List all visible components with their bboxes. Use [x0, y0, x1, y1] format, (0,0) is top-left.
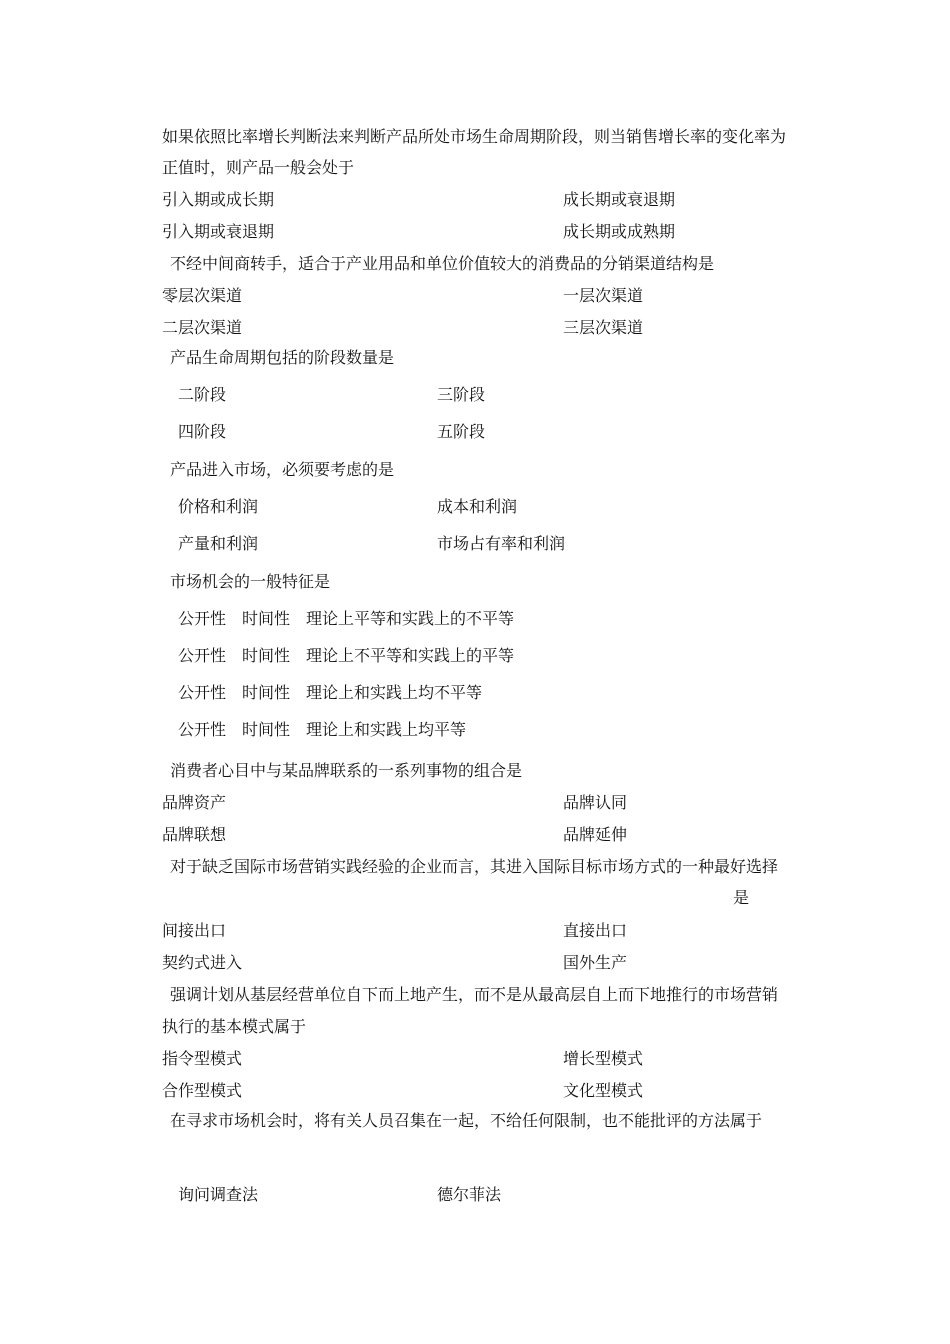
q3-option-c: 四阶段: [178, 422, 227, 441]
q2-option-b: 一层次渠道: [563, 286, 644, 305]
q6-option-c: 品牌联想: [162, 825, 227, 844]
q2-stem: 不经中间商转手，适合于产业用品和单位价值较大的消费品的分销渠道结构是: [170, 254, 715, 273]
q6-option-a: 品牌资产: [162, 793, 227, 812]
q3-option-d: 五阶段: [437, 422, 486, 441]
q6-option-d: 品牌延伸: [563, 825, 628, 844]
q5-option-d: 公开性 时间性 理论上和实践上均平等: [178, 720, 467, 739]
q7-stem-line2: 是: [733, 888, 750, 907]
q1-option-c: 引入期或衰退期: [162, 222, 275, 241]
q4-stem: 产品进入市场，必须要考虑的是: [170, 460, 395, 479]
q4-option-d: 市场占有率和利润: [437, 534, 566, 553]
q4-option-c: 产量和利润: [178, 534, 259, 553]
q9-stem: 在寻求市场机会时，将有关人员召集在一起，不给任何限制，也不能批评的方法属于: [170, 1111, 763, 1130]
q6-option-b: 品牌认同: [563, 793, 628, 812]
q8-stem-line1: 强调计划从基层经营单位自下而上地产生，而不是从最高层自上而下地推行的市场营销: [170, 985, 779, 1004]
q9-option-a: 询问调查法: [178, 1185, 259, 1204]
q3-option-a: 二阶段: [178, 385, 227, 404]
q4-option-a: 价格和利润: [178, 497, 259, 516]
q2-option-c: 二层次渠道: [162, 318, 243, 337]
q7-option-b: 直接出口: [563, 921, 628, 940]
q8-option-d: 文化型模式: [563, 1081, 644, 1100]
q2-option-d: 三层次渠道: [563, 318, 644, 337]
q4-option-b: 成本和利润: [437, 497, 518, 516]
q5-option-a: 公开性 时间性 理论上平等和实践上的不平等: [178, 609, 515, 628]
q7-option-d: 国外生产: [563, 953, 628, 972]
q8-option-a: 指令型模式: [162, 1049, 243, 1068]
q8-option-b: 增长型模式: [563, 1049, 644, 1068]
q7-option-c: 契约式进入: [162, 953, 243, 972]
q7-option-a: 间接出口: [162, 921, 227, 940]
q5-option-c: 公开性 时间性 理论上和实践上均不平等: [178, 683, 483, 702]
q8-option-c: 合作型模式: [162, 1081, 243, 1100]
q1-option-b: 成长期或衰退期: [563, 190, 676, 209]
q5-stem: 市场机会的一般特征是: [170, 572, 331, 591]
q3-option-b: 三阶段: [437, 385, 486, 404]
q2-option-a: 零层次渠道: [162, 286, 243, 305]
q1-stem-line1: 如果依照比率增长判断法来判断产品所处市场生命周期阶段，则当销售增长率的变化率为: [162, 127, 787, 146]
q6-stem: 消费者心目中与某品牌联系的一系列事物的组合是: [170, 761, 523, 780]
q1-stem-line2: 正值时，则产品一般会处于: [162, 158, 355, 177]
q1-option-d: 成长期或成熟期: [563, 222, 676, 241]
q3-stem: 产品生命周期包括的阶段数量是: [170, 348, 395, 367]
q9-option-b: 德尔菲法: [437, 1185, 502, 1204]
q5-option-b: 公开性 时间性 理论上不平等和实践上的平等: [178, 646, 515, 665]
q8-stem-line2: 执行的基本模式属于: [162, 1017, 307, 1036]
q1-option-a: 引入期或成长期: [162, 190, 275, 209]
q7-stem-line1: 对于缺乏国际市场营销实践经验的企业而言，其进入国际目标市场方式的一种最好选择: [170, 857, 779, 876]
